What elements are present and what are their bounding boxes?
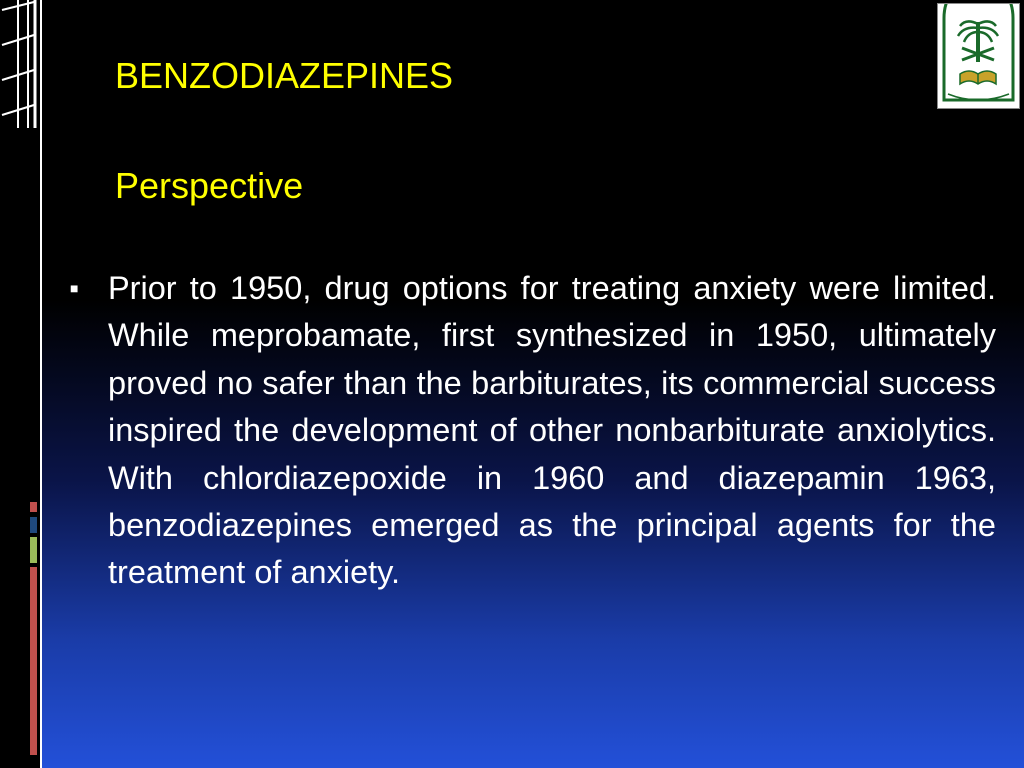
slide-subtitle: Perspective	[115, 165, 304, 206]
square-bullet-icon: ■	[70, 280, 79, 296]
bullet-text: Prior to 1950, drug options for treating anxiety were limited. While meprobamate, first synthesized in 1950, ultimately proved no safer than the barbiturates, its commercial success inspired the development of other nonbarbiturate anxiolytics. With chlordiazepoxide in 1960 and diazepamin 1963, benzodiazepines emerged as the principal agents for the treatment of anxiety.	[108, 270, 996, 591]
accent-bar-red-top	[30, 502, 37, 512]
accent-bar-blue	[30, 517, 37, 533]
accent-bar-green	[30, 537, 37, 563]
king-saud-university-logo-icon	[938, 4, 1019, 108]
corner-decoration	[0, 0, 42, 130]
slide-title: BENZODIAZEPINES	[115, 55, 454, 96]
accent-bar-red	[30, 567, 37, 755]
university-logo	[937, 3, 1020, 109]
bullet-item	[70, 265, 996, 597]
